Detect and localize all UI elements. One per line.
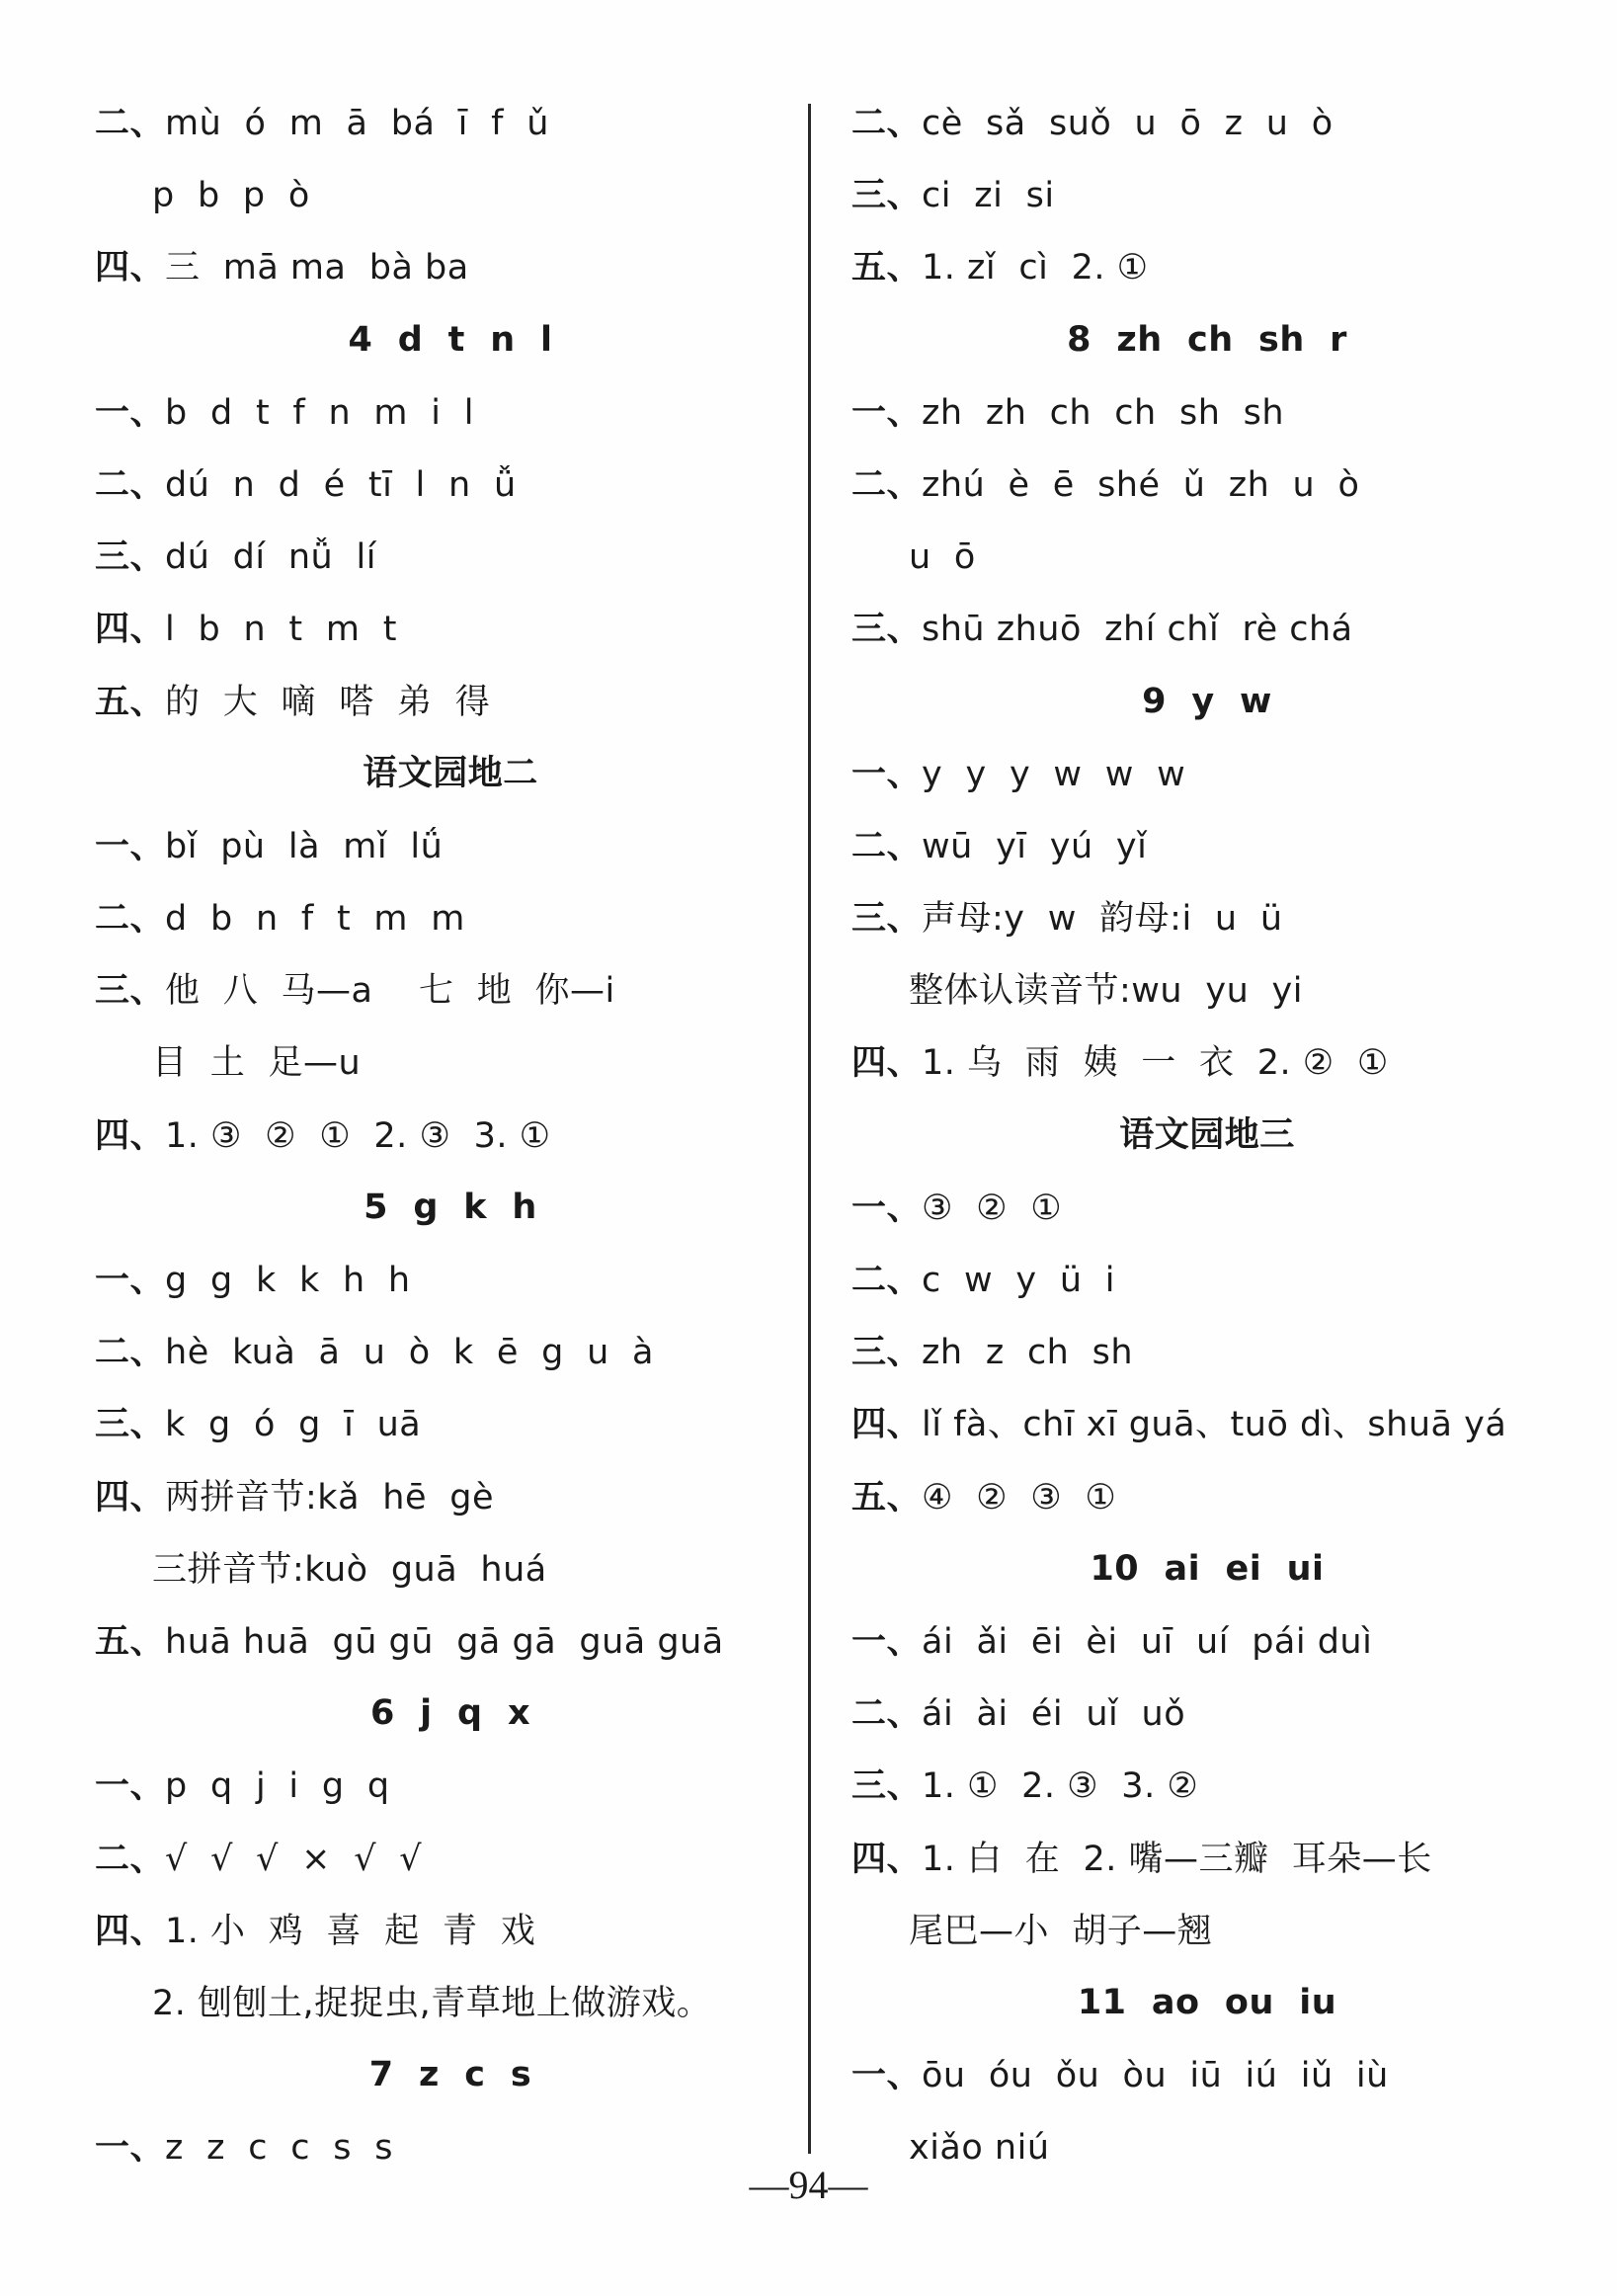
answer-line (851, 449, 1563, 521)
answer-line (95, 1605, 806, 1678)
answer-line (851, 738, 1563, 810)
answer-text: u ō (909, 537, 976, 578)
answer-line (851, 882, 1563, 954)
question-number: 一、 (851, 1188, 923, 1228)
section-heading: 5 g k h (364, 1187, 537, 1227)
answer-text: xiǎo niú (909, 2128, 1050, 2169)
answer-text: wū yī yú yǐ (922, 826, 1148, 866)
answer-text: lǐ fà、chī xī guā、tuō dì、shuā yá (922, 1405, 1507, 1445)
question-number: 四、 (95, 1477, 166, 1517)
answer-line (95, 1244, 806, 1316)
answer-line (851, 1605, 1563, 1678)
answer-text: ái ài éi uǐ uǒ (922, 1694, 1186, 1735)
question-number: 三、 (851, 1766, 923, 1807)
question-number: 二、 (95, 104, 166, 143)
answer-line (851, 593, 1563, 665)
answer-continuation (851, 1895, 1563, 1967)
answer-text: k g ó g ī uā (165, 1405, 422, 1445)
answer-text: bǐ pù là mǐ lǘ (165, 826, 444, 866)
answer-text: y y y w w w (922, 754, 1186, 794)
answer-line (851, 1823, 1563, 1895)
answer-text: 三 mā ma bà ba (165, 248, 469, 288)
section-heading: 9 y w (1142, 681, 1272, 721)
answer-text: 1. 白 在 2. 嘴—三瓣 耳朵—长 (922, 1839, 1432, 1879)
question-number: 一、 (851, 392, 923, 433)
question-number: 四、 (95, 1115, 166, 1156)
answer-text: dú n d é tī l n ǚ (165, 464, 517, 505)
question-number: 一、 (95, 392, 166, 433)
section-heading: 8 zh ch sh r (1067, 319, 1347, 360)
answer-line (95, 449, 806, 521)
answer-text: d b n f t m m (165, 899, 465, 940)
answer-line (851, 1750, 1563, 1822)
answer-text: 的 大 嘀 嗒 弟 得 (165, 682, 491, 722)
question-number: 一、 (95, 2128, 166, 2169)
answer-text: cè sǎ suǒ u ō z u ò (922, 104, 1334, 143)
answer-line (851, 1026, 1563, 1099)
answer-text: 声母:y w 韵母:i u ü (922, 899, 1283, 940)
answer-text: ci zi si (922, 176, 1055, 216)
answer-text: p b p ò (152, 176, 310, 216)
page-number: —94— (749, 2163, 868, 2207)
answer-text: hè kuà ā u ò k ē g u à (165, 1333, 655, 1373)
answer-text: 1. ③ ② ① 2. ③ 3. ① (165, 1115, 551, 1156)
section-heading: 6 j q x (369, 1693, 531, 1734)
answer-text: p q j i g q (165, 1766, 390, 1807)
answer-line (95, 882, 806, 954)
answer-text: 尾巴—小 胡子—翘 (909, 1911, 1213, 1951)
answer-line (95, 954, 806, 1026)
question-number: 二、 (851, 1261, 923, 1300)
question-number: 四、 (851, 1405, 923, 1445)
question-number: 五、 (851, 1477, 923, 1517)
answer-line (95, 231, 806, 303)
answer-line (95, 1895, 806, 1967)
answer-text: 三拼音节:kuò guā huá (152, 1549, 547, 1590)
answer-text: ái ǎi ēi èi uī uí pái duì (922, 1621, 1373, 1662)
answer-text: huā huā gū gū gā gā guā guā (165, 1621, 724, 1662)
question-number: 五、 (851, 248, 923, 288)
answer-line (95, 1750, 806, 1822)
answer-text: 1. zǐ cì 2. ① (922, 248, 1149, 288)
question-number: 三、 (95, 537, 166, 578)
answer-line (851, 376, 1563, 449)
answer-line (851, 1678, 1563, 1750)
answer-text: dú dí nǚ lí (165, 537, 376, 578)
answer-line (95, 1823, 806, 1895)
answer-text: √ √ √ × √ √ (165, 1839, 423, 1879)
answer-text: ③ ② ① (922, 1188, 1063, 1228)
section-heading: 语文园地三 (1119, 1114, 1295, 1155)
question-number: 四、 (95, 1911, 166, 1951)
answer-text: 目 土 足—u (152, 1043, 362, 1084)
answer-text: 1. ① 2. ③ 3. ② (922, 1766, 1199, 1807)
answer-continuation (851, 954, 1563, 1026)
answer-text: ④ ② ③ ① (922, 1477, 1117, 1517)
question-number: 二、 (851, 826, 923, 866)
question-number: 一、 (95, 1261, 166, 1300)
answer-text: z z c c s s (165, 2128, 393, 2169)
answer-line (95, 666, 806, 738)
question-number: 三、 (851, 610, 923, 650)
question-number: 一、 (851, 754, 923, 794)
answer-text: 两拼音节:kǎ hē gè (165, 1477, 494, 1517)
question-number: 三、 (851, 176, 923, 216)
left-column (95, 87, 806, 2183)
question-number: 一、 (95, 826, 166, 866)
answer-text: zh z ch sh (922, 1333, 1134, 1373)
question-number: 一、 (851, 2056, 923, 2096)
column-divider (808, 104, 811, 2154)
answer-text: b d t f n m i l (165, 392, 474, 433)
answer-continuation (95, 159, 806, 231)
question-number: 二、 (95, 464, 166, 505)
answer-line (95, 593, 806, 665)
answer-text: 整体认读音节:wu yu yi (909, 971, 1303, 1012)
question-number: 二、 (851, 1694, 923, 1735)
question-number: 三、 (851, 899, 923, 940)
question-number: 二、 (95, 1839, 166, 1879)
question-number: 五、 (95, 682, 166, 722)
answer-text: 2. 刨刨土,捉捉虫,青草地上做游戏。 (152, 1983, 712, 2023)
section-heading: 语文园地二 (363, 753, 538, 793)
answer-line (95, 1316, 806, 1388)
answer-line (851, 1388, 1563, 1460)
answer-line (95, 1100, 806, 1172)
answer-line (851, 810, 1563, 882)
answer-text: l b n t m t (165, 610, 397, 650)
answer-line (95, 1388, 806, 1460)
answer-line (851, 1244, 1563, 1316)
answer-line (851, 1461, 1563, 1533)
answer-continuation (95, 1026, 806, 1099)
question-number: 三、 (851, 1333, 923, 1373)
question-number: 四、 (851, 1043, 923, 1084)
answer-line (851, 87, 1563, 159)
answer-text: zhú è ē shé ǔ zh u ò (922, 464, 1360, 505)
answer-line (851, 159, 1563, 231)
answer-text: c w y ü i (922, 1261, 1116, 1300)
question-number: 四、 (851, 1839, 923, 1879)
answer-continuation (95, 1533, 806, 1605)
answer-line (851, 1172, 1563, 1244)
question-number: 一、 (95, 1766, 166, 1807)
answer-line (95, 521, 806, 593)
answer-text: 1. 乌 雨 姨 一 衣 2. ② ① (922, 1043, 1389, 1084)
question-number: 三、 (95, 1405, 166, 1445)
question-number: 四、 (95, 610, 166, 650)
question-number: 五、 (95, 1621, 166, 1662)
answer-text: ōu óu ǒu òu iū iú iǔ iù (922, 2056, 1389, 2096)
answer-line (95, 376, 806, 449)
answer-continuation (95, 1967, 806, 2039)
section-heading: 7 z c s (368, 2055, 532, 2095)
question-number: 四、 (95, 248, 166, 288)
right-column (851, 87, 1563, 2183)
answer-line (95, 810, 806, 882)
answer-text: 他 八 马—a 七 地 你—i (165, 971, 615, 1012)
question-number: 三、 (95, 971, 166, 1012)
question-number: 二、 (851, 464, 923, 505)
section-heading: 4 d t n l (348, 319, 553, 360)
answer-continuation (851, 521, 1563, 593)
answer-text: shū zhuō zhí chǐ rè chá (922, 610, 1353, 650)
answer-line (95, 87, 806, 159)
answer-line (95, 1461, 806, 1533)
question-number: 二、 (851, 104, 923, 143)
section-heading: 11 ao ou iu (1077, 1982, 1337, 2022)
answer-text: g g k k h h (165, 1261, 411, 1300)
answer-line (851, 2039, 1563, 2111)
question-number: 一、 (851, 1621, 923, 1662)
answer-text: zh zh ch ch sh sh (922, 392, 1285, 433)
question-number: 二、 (95, 1333, 166, 1373)
answer-line (851, 231, 1563, 303)
answer-line (851, 1316, 1563, 1388)
section-heading: 10 ai ei ui (1090, 1548, 1325, 1589)
answer-text: mù ó m ā bá ī f ǔ (165, 104, 549, 143)
answer-text: 1. 小 鸡 喜 起 青 戏 (165, 1911, 536, 1951)
question-number: 二、 (95, 899, 166, 940)
